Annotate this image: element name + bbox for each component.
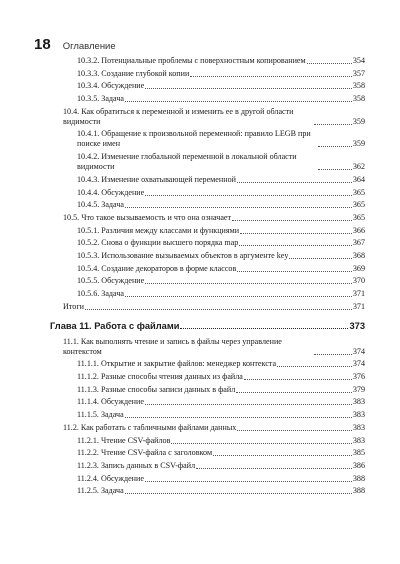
toc-entry-title: 11.1.3. Разные способы записи данных в файл: [77, 384, 236, 394]
toc-entry-page: 386: [352, 460, 365, 470]
toc-entry-page: 383: [352, 422, 365, 432]
table-of-contents: [50, 56, 365, 499]
toc-entry: [77, 436, 365, 446]
toc-entry: [77, 251, 365, 261]
toc-entry: [77, 264, 365, 274]
toc-entry-title: 10.4.3. Изменение охватывающей переменной: [77, 174, 236, 184]
toc-entry: [63, 107, 365, 127]
toc-entry: [63, 213, 365, 223]
toc-entry-page: 383: [352, 397, 365, 407]
toc-entry: [77, 486, 365, 496]
toc-entry-title: 11.2.3. Запись данных в CSV-файл: [77, 460, 196, 470]
toc-entry-page: 388: [352, 473, 365, 483]
dot-leader: [232, 220, 352, 221]
toc-entry-title: 10.5. Что такое вызываемость и что она означает: [63, 212, 232, 222]
dot-leader: [145, 481, 352, 482]
toc-entry: [77, 410, 365, 420]
toc-entry-page: 358: [352, 94, 365, 104]
toc-entry-page: 383: [352, 435, 365, 445]
dot-leader: [125, 207, 352, 208]
toc-entry: [77, 69, 365, 79]
toc-entry: [77, 385, 365, 395]
dot-leader: [314, 124, 352, 125]
toc-entry-title: 11.1.1. Открытие и закрытие файлов: менеджер контекста: [77, 359, 277, 369]
toc-entry-page: 359: [352, 116, 365, 126]
toc-entry: [77, 56, 365, 66]
toc-entry-page: 359: [352, 139, 365, 149]
toc-entry-page: 374: [352, 346, 365, 356]
toc-chapter: [50, 321, 365, 331]
toc-entry-page: 373: [349, 320, 365, 331]
dot-leader: [240, 233, 352, 234]
toc-entry-title: 10.5.1. Различия между классами и функциями: [77, 225, 240, 235]
toc-entry: [77, 276, 365, 286]
toc-entry-title: 11.2.4. Обсуждение: [77, 473, 144, 483]
toc-entry-title: 10.3.5. Задача: [77, 94, 124, 104]
toc-entry-title: 11.2.1. Чтение CSV-файлов: [77, 435, 171, 445]
toc-entry-title: 10.4.1. Обращение к произвольной переменной: правило LEGB при поиске имен: [77, 129, 311, 149]
toc-entry-page: 371: [352, 301, 365, 311]
dot-leader: [237, 430, 352, 431]
dot-leader: [145, 404, 352, 405]
toc-entry: [77, 372, 365, 382]
toc-entry: [77, 448, 365, 458]
dot-leader: [213, 455, 352, 456]
toc-entry-page: 364: [352, 174, 365, 184]
dot-leader: [190, 76, 352, 77]
dot-leader: [237, 182, 352, 183]
dot-leader: [125, 493, 352, 494]
dot-leader: [125, 417, 352, 418]
page-number: 18: [34, 36, 51, 53]
dot-leader: [196, 468, 352, 469]
toc-entry-title: 10.5.3. Использование вызываемых объектов в аргументе key: [77, 250, 289, 260]
dot-leader: [277, 366, 352, 367]
page-header: [34, 36, 116, 53]
toc-entry-title: 10.4.5. Задача: [77, 200, 124, 210]
toc-entry-page: 388: [352, 486, 365, 496]
dot-leader: [307, 63, 352, 64]
dot-leader: [237, 271, 352, 272]
toc-entry: [77, 461, 365, 471]
dot-leader: [244, 379, 352, 380]
dot-leader: [289, 258, 351, 259]
toc-entry: [63, 302, 365, 312]
toc-entry-title: 10.4. Как обратиться к переменной и изменить ее в другой области видимости: [63, 106, 294, 126]
toc-entry-title: Глава 11. Работа с файлами: [50, 320, 180, 331]
toc-entry: [77, 188, 365, 198]
toc-entry-title: 10.3.3. Создание глубокой копии: [77, 68, 190, 78]
toc-entry-title: 11.2. Как работать с табличными файлами данных: [63, 422, 237, 432]
toc-entry-title: 10.3.4. Обсуждение: [77, 81, 145, 91]
toc-entry: [77, 226, 365, 236]
toc-entry-page: 371: [352, 289, 365, 298]
toc-entry-page: 365: [352, 212, 365, 222]
dot-leader: [239, 245, 352, 246]
toc-entry-page: 365: [352, 200, 365, 210]
dot-leader: [145, 88, 352, 89]
toc-entry-title: 11.1.4. Обсуждение: [77, 397, 144, 407]
dot-leader: [125, 296, 352, 297]
dot-leader: [145, 283, 352, 284]
toc-entry-title: 10.5.2. Снова о функции высшего порядка map: [77, 238, 239, 248]
dot-leader: [318, 169, 352, 170]
toc-entry-page: 370: [352, 276, 365, 286]
toc-entry-page: 366: [352, 225, 365, 235]
toc-entry: [63, 423, 365, 433]
toc-entry-page: 385: [352, 448, 365, 458]
toc-entry-title: 11.1.5. Задача: [77, 410, 124, 420]
toc-entry-page: 367: [352, 238, 365, 248]
dot-leader: [236, 392, 352, 393]
toc-entry-page: 368: [352, 250, 365, 260]
dot-leader: [125, 101, 352, 102]
toc-entry: [77, 359, 365, 369]
toc-entry: [77, 238, 365, 248]
toc-entry: [77, 94, 365, 104]
toc-entry-page: 365: [352, 187, 365, 197]
toc-entry-title: 11.1. Как выполнять чтение и запись в файлы через управление контекстом: [63, 336, 282, 356]
dot-leader: [180, 328, 348, 329]
dot-leader: [85, 309, 352, 310]
toc-entry: [77, 474, 365, 484]
toc-entry-title: 11.2.2. Чтение CSV-файла с заголовком: [77, 448, 213, 458]
toc-entry: [63, 337, 365, 357]
toc-entry-page: 376: [352, 372, 365, 382]
toc-entry-title: 10.4.2. Изменение глобальной переменной в локальной области видимости: [77, 152, 297, 172]
toc-entry-page: 358: [352, 81, 365, 91]
dot-leader: [318, 146, 352, 147]
toc-entry-page: 354: [352, 56, 365, 65]
running-title: Оглавление: [62, 41, 116, 52]
dot-leader: [314, 354, 352, 355]
toc-entry-title: 11.1.2. Разные способы чтения данных из файла: [77, 372, 243, 382]
toc-entry-page: 369: [352, 263, 365, 273]
toc-entry: [77, 175, 365, 185]
toc-entry-title: 10.5.6. Задача: [77, 289, 124, 298]
toc-entry-title: 10.4.4. Обсуждение: [77, 187, 145, 197]
toc-entry: [77, 129, 365, 149]
toc-entry: [77, 397, 365, 407]
toc-entry-title: Итоги: [63, 301, 84, 311]
toc-entry-page: 379: [352, 384, 365, 394]
toc-entry-title: 10.3.2. Потенциальные проблемы с поверхностным копированием: [77, 56, 306, 65]
toc-entry: [77, 200, 365, 210]
toc-entry: [77, 152, 365, 172]
toc-entry-title: 10.5.4. Создание декораторов в форме классов: [77, 263, 237, 273]
dot-leader: [145, 195, 352, 196]
toc-entry-page: 362: [352, 162, 365, 172]
toc-entry-page: 374: [352, 359, 365, 369]
toc-entry-title: 11.2.5. Задача: [77, 486, 124, 496]
dot-leader: [171, 443, 351, 444]
toc-entry-title: 10.5.5. Обсуждение: [77, 276, 145, 286]
toc-entry-page: 383: [352, 410, 365, 420]
toc-entry-page: 357: [352, 68, 365, 78]
toc-entry: [77, 81, 365, 91]
toc-entry: [77, 289, 365, 299]
